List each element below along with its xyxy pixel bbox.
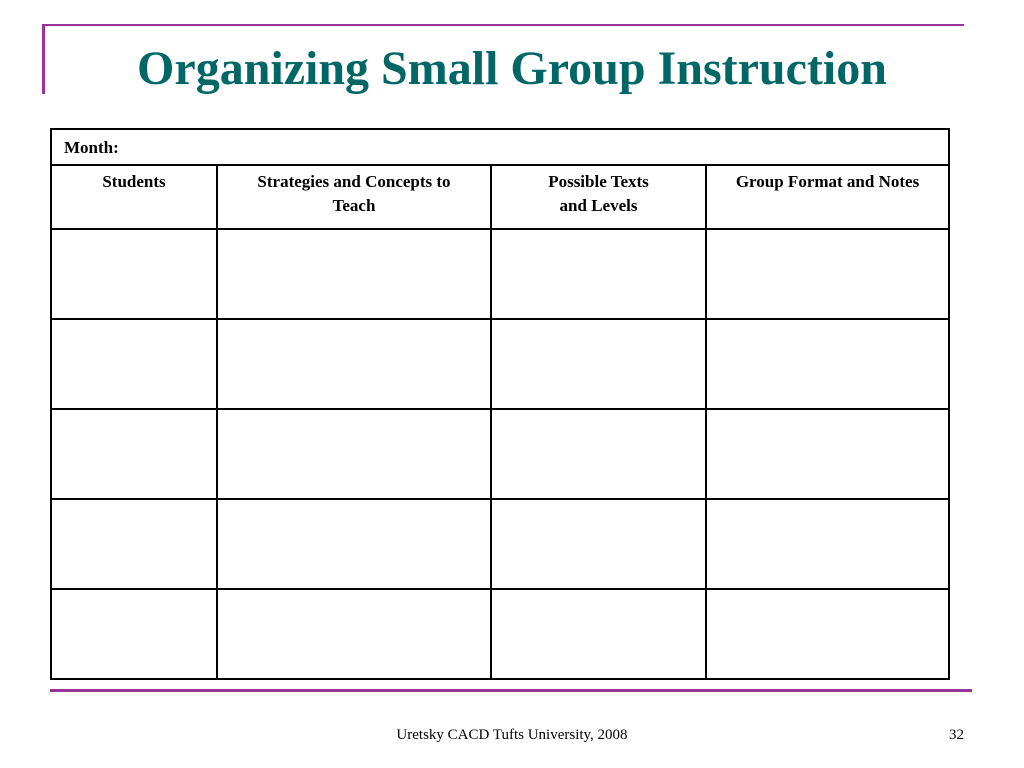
table-cell[interactable] <box>491 319 706 409</box>
month-label: Month: <box>51 129 949 165</box>
table-row <box>51 319 949 409</box>
table-cell[interactable] <box>217 589 491 679</box>
small-group-planning-table <box>50 128 950 680</box>
month-row <box>51 129 949 165</box>
table-row <box>51 499 949 589</box>
header-group-format: Group Format and Notes <box>706 165 949 229</box>
table-row <box>51 229 949 319</box>
header-strategies-text: Strategies and Concepts to Teach <box>257 172 451 215</box>
table-cell[interactable] <box>491 499 706 589</box>
table-row <box>51 409 949 499</box>
table-cell[interactable] <box>217 499 491 589</box>
table-cell[interactable] <box>491 589 706 679</box>
header-students: Students <box>51 165 217 229</box>
header-possible-texts-text: Possible Texts and Levels <box>548 172 649 215</box>
table-cell[interactable] <box>51 589 217 679</box>
table-cell[interactable] <box>51 229 217 319</box>
table-cell[interactable] <box>51 409 217 499</box>
footer-credit: Uretsky CACD Tufts University, 2008 <box>396 727 628 743</box>
left-accent-rule <box>42 26 45 94</box>
table-cell[interactable] <box>217 229 491 319</box>
header-possible-texts <box>491 165 706 229</box>
header-strategies-and-concepts <box>217 165 491 229</box>
top-accent-rule <box>42 24 964 26</box>
table-cell[interactable] <box>51 319 217 409</box>
header-row <box>51 165 949 229</box>
table-cell[interactable] <box>706 229 949 319</box>
table-cell[interactable] <box>706 319 949 409</box>
table-cell[interactable] <box>491 229 706 319</box>
page-number: 32 <box>949 727 964 743</box>
table-cell[interactable] <box>491 409 706 499</box>
table-row <box>51 589 949 679</box>
table-cell[interactable] <box>217 409 491 499</box>
footer-accent-rule <box>50 689 972 692</box>
table-cell[interactable] <box>51 499 217 589</box>
slide-title: Organizing Small Group Instruction <box>137 42 887 95</box>
table-cell[interactable] <box>217 319 491 409</box>
table-cell[interactable] <box>706 589 949 679</box>
table-cell[interactable] <box>706 499 949 589</box>
table-cell[interactable] <box>706 409 949 499</box>
